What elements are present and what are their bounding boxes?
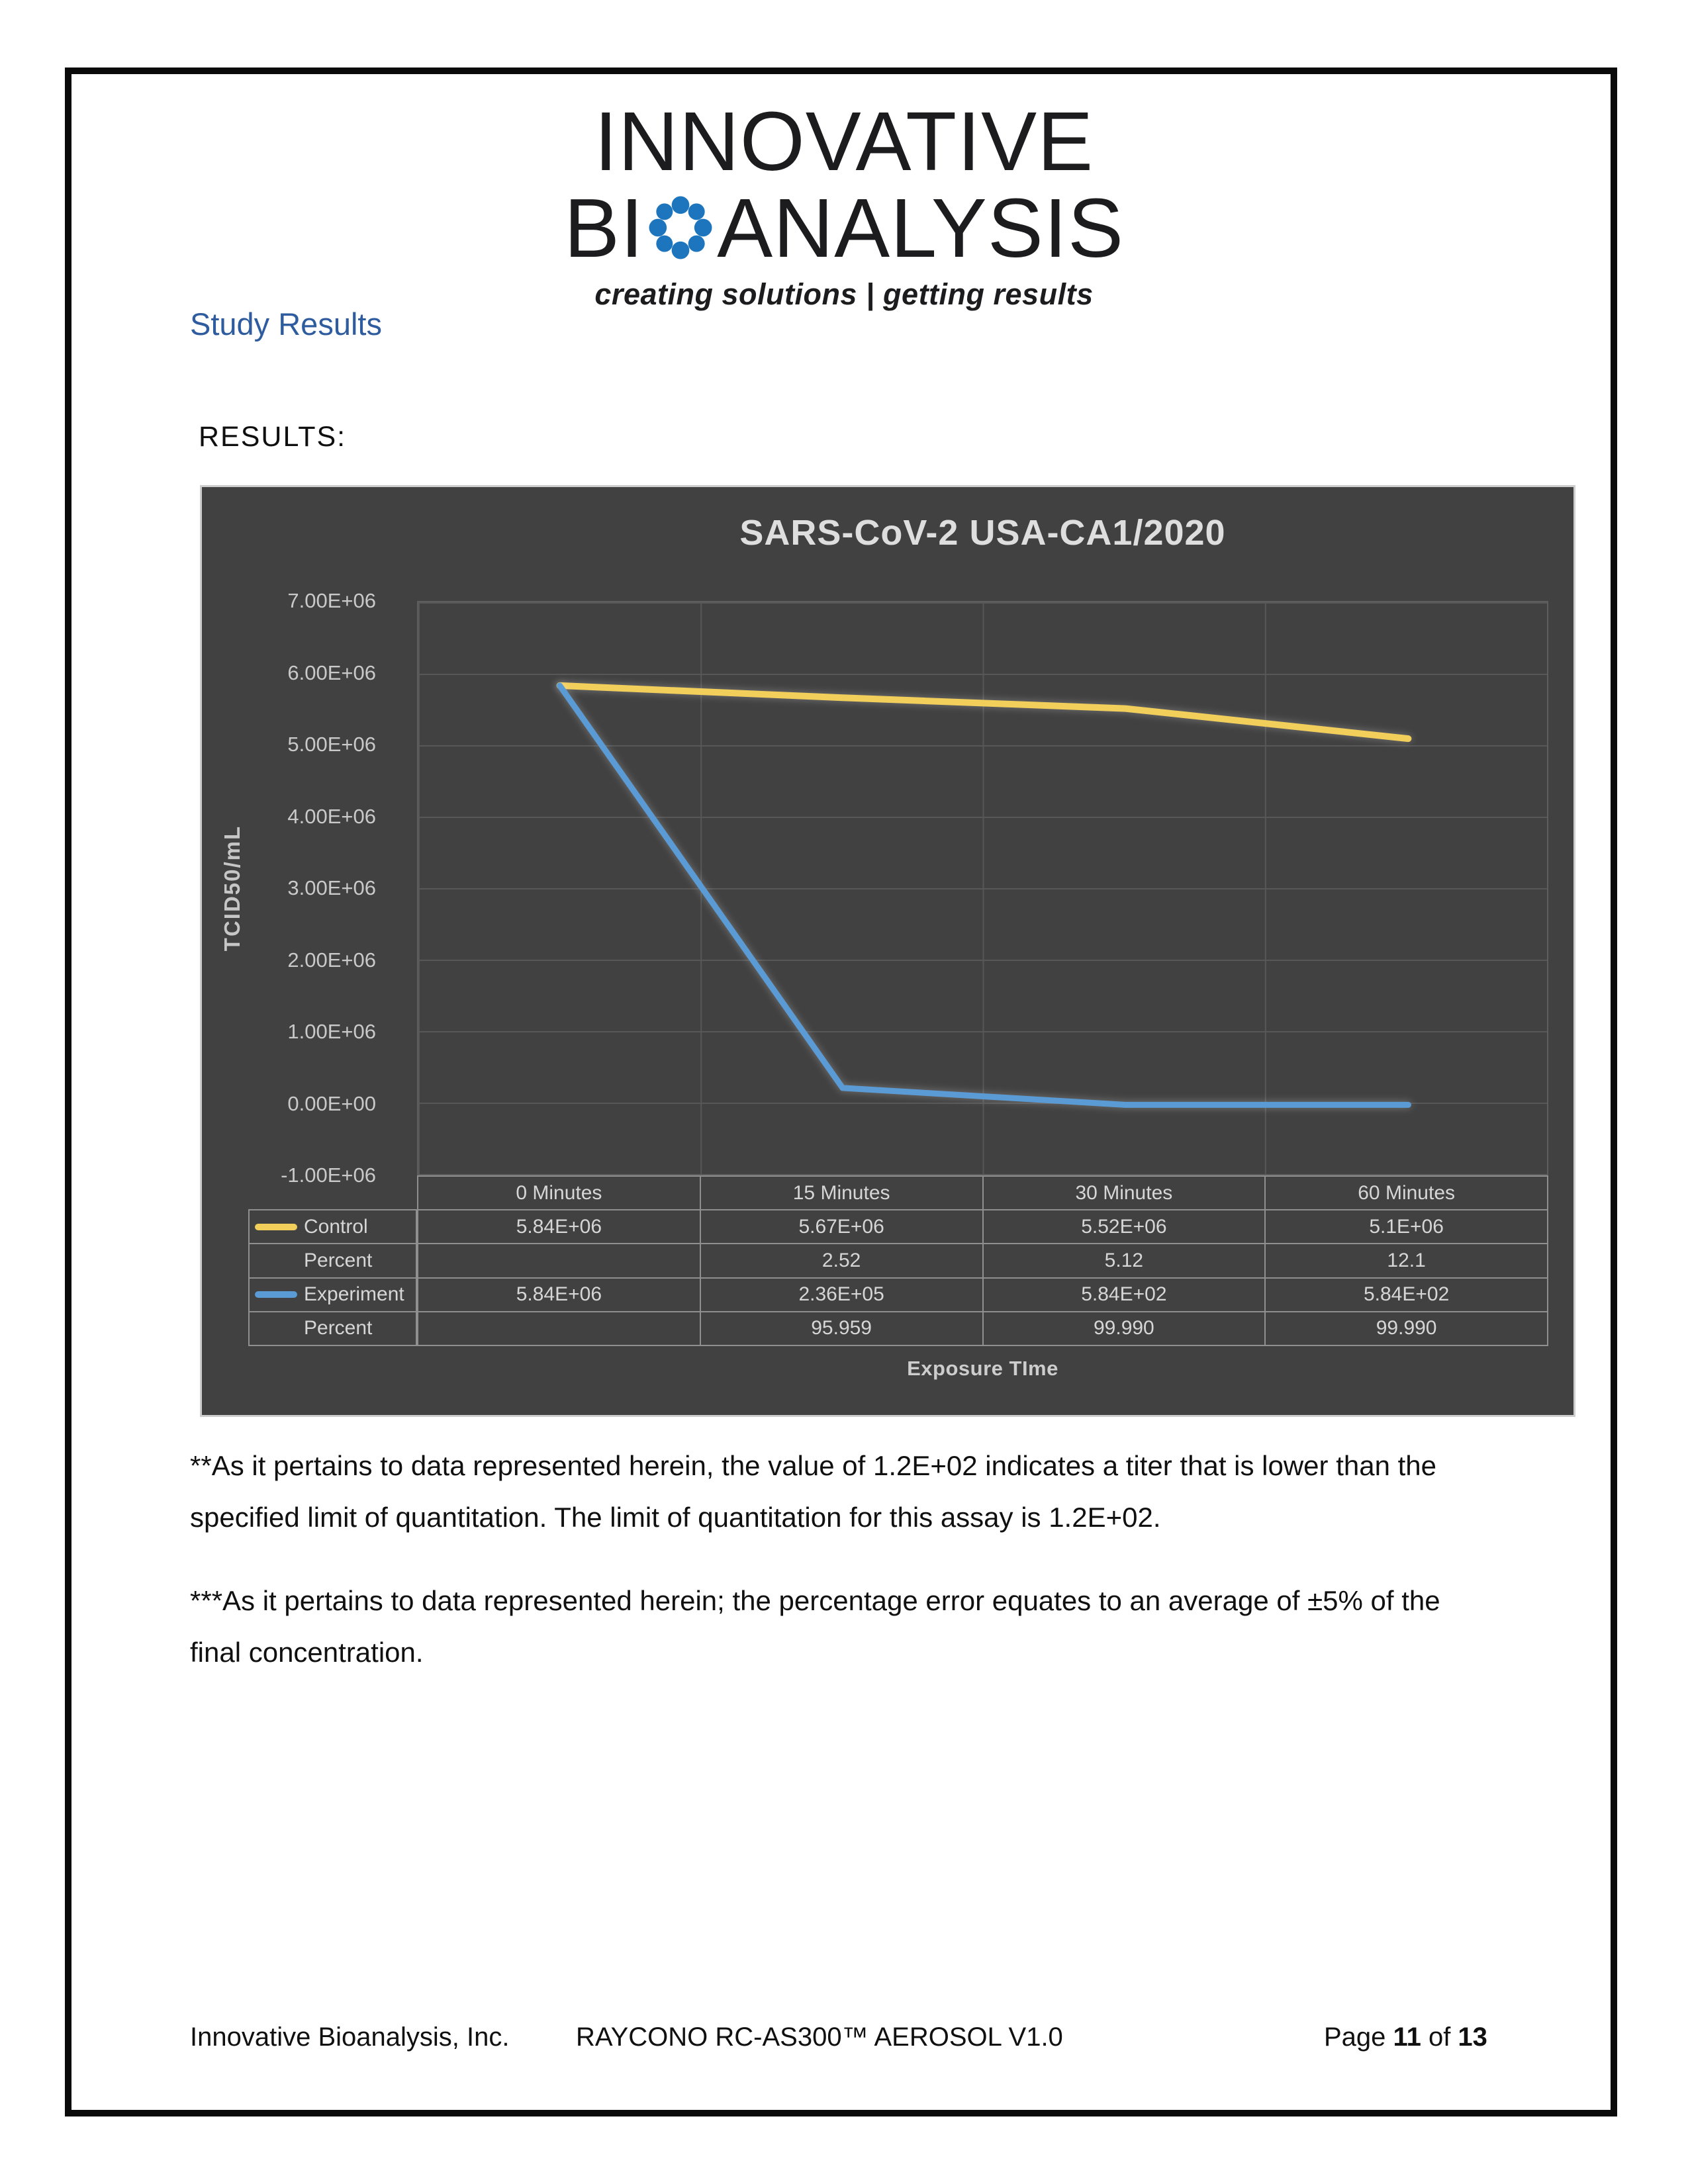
y-tick-label: 3.00E+06 [287,876,376,899]
footer-page-prefix: Page [1324,2023,1393,2052]
y-tick-label: 7.00E+06 [287,589,376,612]
table-cell: 2.52 [701,1244,984,1278]
row-label: Experiment [304,1283,404,1306]
table-cell: 5.84E+02 [1266,1279,1548,1312]
table-cell [418,1312,701,1346]
footnote-2: ***As it pertains to data represented herein; the percentage error equates to an average of ±5% of the final concentration. [190,1585,1440,1668]
row-label-cell [250,1279,417,1312]
column-header: 30 Minutes [984,1177,1266,1210]
table-grid [417,1175,1548,1346]
column-header: 15 Minutes [701,1177,984,1210]
results-label: RESULTS: [199,421,347,453]
footer-page-total: 13 [1458,2023,1487,2052]
y-tick-label: -1.00E+06 [281,1163,376,1187]
experiment-legend-swatch-icon [255,1291,297,1298]
logo-tagline: creating solutions | getting results [594,277,1094,312]
y-tick-label: 6.00E+06 [287,660,376,684]
results-chart [200,485,1575,1417]
table-cell [418,1244,701,1278]
plot-lines [418,602,1550,1177]
y-tick-label: 4.00E+06 [287,804,376,828]
logo-line2-prefix: BI [564,181,645,275]
table-cell: 99.990 [984,1312,1266,1346]
page-footer [0,2023,1688,2062]
row-label-cell [250,1312,417,1346]
y-tick-label: 0.00E+00 [287,1091,376,1115]
footer-product: RAYCONO RC-AS300™ AEROSOL V1.0 [576,2023,1063,2052]
logo-dot-ring-icon [647,190,714,256]
y-tick-label: 1.00E+06 [287,1020,376,1043]
column-header: 0 Minutes [418,1177,701,1210]
table-cell: 5.84E+06 [418,1279,701,1312]
table-cell: 95.959 [701,1312,984,1346]
table-row-labels [248,1209,417,1346]
section-heading: Study Results [190,306,382,341]
table-cell: 12.1 [1266,1244,1548,1278]
y-tick-label: 2.00E+06 [287,948,376,972]
control-line [560,686,1409,739]
x-axis-title: Exposure TIme [907,1357,1058,1380]
table-cell: 5.84E+02 [984,1279,1266,1312]
row-label: Percent [304,1317,373,1340]
footer-of-text: of [1421,2023,1458,2052]
footer-company: Innovative Bioanalysis, Inc. [190,2023,510,2052]
plot-area [417,601,1548,1175]
row-label: Control [304,1215,368,1238]
footer-page-indicator [1324,2023,1487,2052]
table-cell: 2.36E+05 [701,1279,984,1312]
logo-line2-suffix: ANALYSIS [717,181,1124,275]
logo-line2 [0,181,1688,275]
row-label-cell [250,1244,417,1278]
footer-page-number: 11 [1393,2023,1421,2052]
y-axis-title: TCID50/mL [220,825,244,952]
y-tick-label: 5.00E+06 [287,733,376,756]
table-cell: 99.990 [1266,1312,1548,1346]
footnotes [190,1440,1474,1678]
table-cell: 5.12 [984,1244,1266,1278]
table-cell: 5.52E+06 [984,1210,1266,1244]
experiment-line [560,686,1409,1105]
table-cell: 5.84E+06 [418,1210,701,1244]
company-logo [0,95,1688,312]
control-legend-swatch-icon [255,1224,297,1230]
row-label: Percent [304,1249,373,1271]
table-cell: 5.67E+06 [701,1210,984,1244]
chart-title: SARS-CoV-2 USA-CA1/2020 [739,513,1226,553]
column-header: 60 Minutes [1266,1177,1548,1210]
footnote-1: **As it pertains to data represented herein, the value of 1.2E+02 indicates a titer that is lower than the specified limit of quantitation. The limit of quantitation for this assay is 1.2E+02. [190,1450,1436,1533]
table-cell: 5.1E+06 [1266,1210,1548,1244]
row-label-cell [250,1210,417,1244]
logo-line1: INNOVATIVE [594,95,1094,188]
